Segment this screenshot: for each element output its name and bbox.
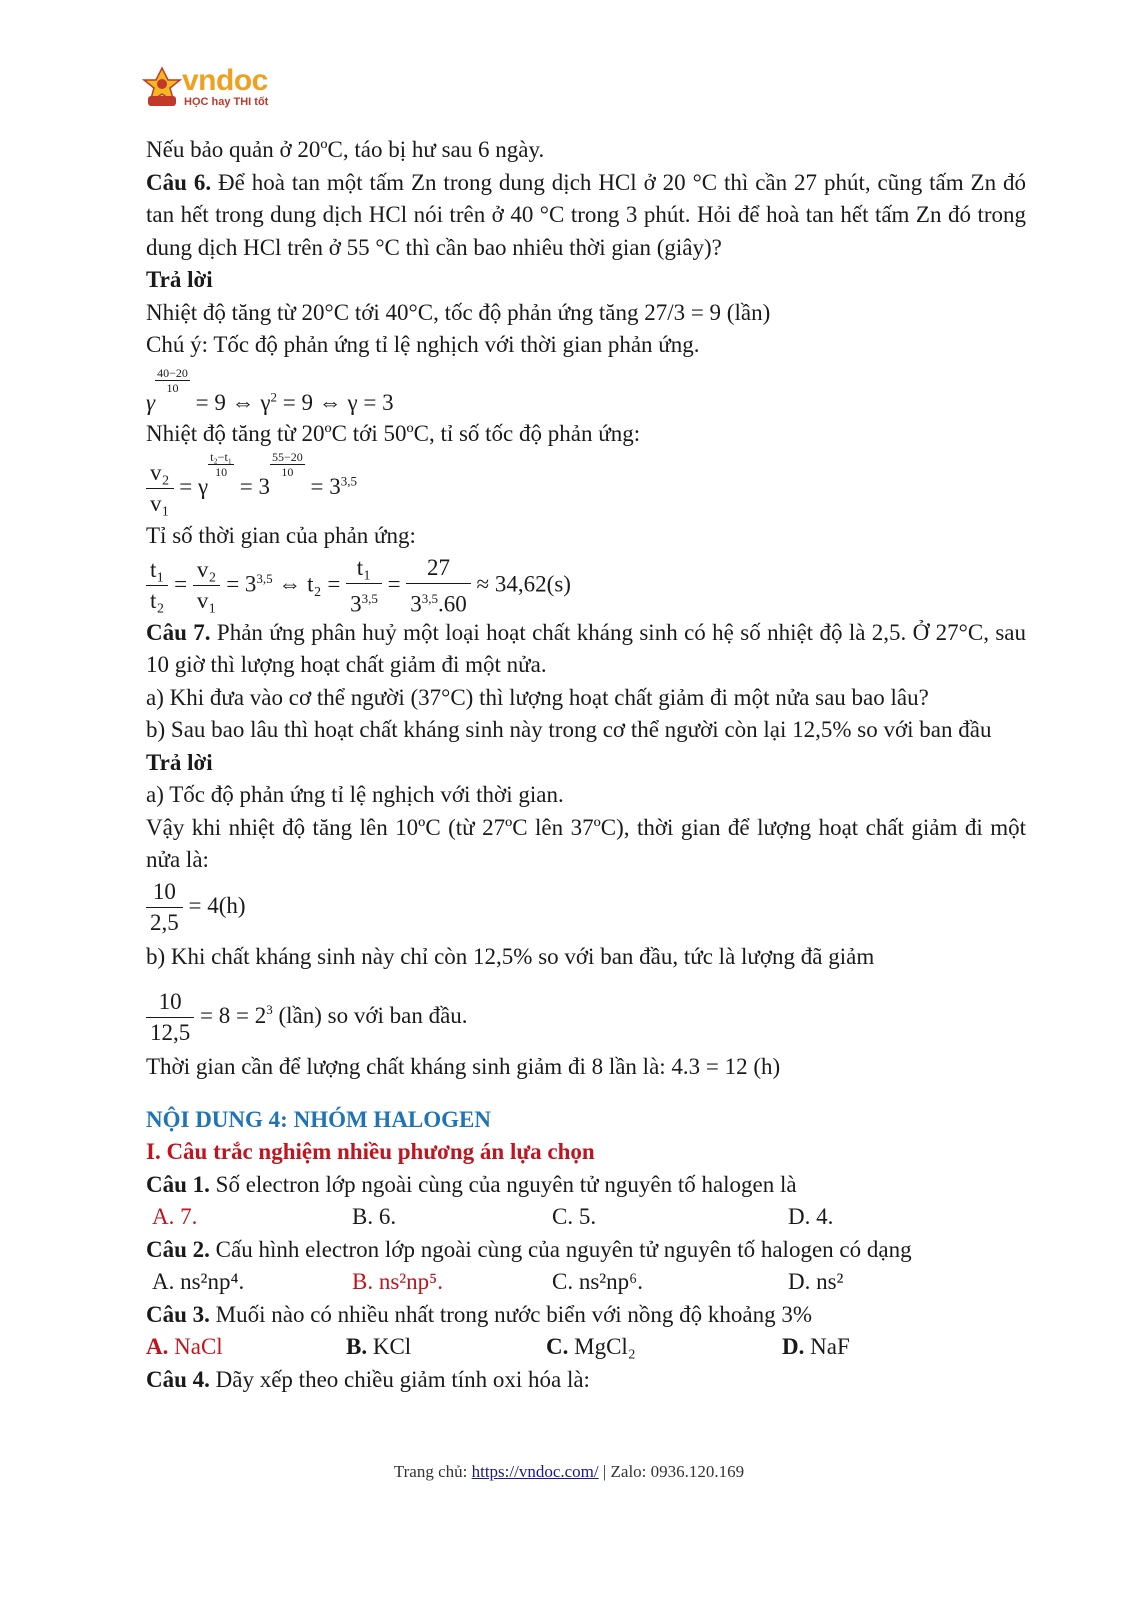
text-line: Nhiệt độ tăng từ 20ºC tới 50ºC, tỉ số tốc độ phản ứng: [146, 420, 641, 446]
footer-contact: | Zalo: 0936.120.169 [598, 1462, 745, 1481]
mc-question-3: Câu 3. Muối nào có nhiều nhất trong nước biển với nồng độ khoảng 3% [146, 1301, 813, 1327]
document-body [146, 134, 1026, 1396]
fraction: $\frac{10}{2,5}$ [146, 877, 183, 938]
mc-question-1: Câu 1. Số electron lớp ngoài cùng của nguyên tử nguyên tố halogen là [146, 1171, 797, 1197]
question-6 [146, 167, 1026, 265]
answer-heading: Trả lời [146, 267, 213, 292]
logo-wordmark: vndoc [182, 64, 268, 97]
option-d[interactable]: D. NaF [782, 1334, 850, 1359]
text-line: b) Khi chất kháng sinh này chỉ còn 12,5% so với ban đầu, tức là lượng đã giảm [146, 943, 875, 969]
equation-rate-ratio: $\frac{\text{v₂}}{\text{v₁}}$ = γ $\frac{\text{t₂−t₁}}{10}$ = 3 $\frac{55-20}{10}$ = $3^{3,5}$ [146, 450, 1026, 520]
mc-options-3 [146, 1331, 1026, 1364]
exponent-fraction: $\frac{\text{t₂−t₁}}{10}$ [210, 450, 232, 479]
fraction: $\frac{\text{v₂}}{\text{v₁}}$ [193, 555, 221, 616]
subsection-title: I. Câu trắc nghiệm nhiều phương án lựa chọn [146, 1139, 595, 1164]
fraction: $\frac{\text{v₂}}{\text{v₁}}$ [146, 458, 174, 519]
homepage-link[interactable]: https://vndoc.com/ [471, 1462, 599, 1481]
equation-gamma: γ $\frac{40-20}{10}$ = 9 ⇔ $\gamma^2 = 9$ ⇔ γ = 3 [146, 365, 394, 415]
option-a[interactable]: A. NaCl [146, 1334, 223, 1359]
footer-prefix: Trang chủ: [393, 1462, 472, 1481]
text-line: Nhiệt độ tăng từ 20°C tới 40°C, tốc độ phản ứng tăng 27/3 = 9 (lần) [146, 299, 771, 325]
text-line: a) Khi đưa vào cơ thể người (37°C) thì lượng hoạt chất giảm đi một nửa sau bao lâu? [146, 684, 929, 710]
text-line: b) Sau bao lâu thì hoạt chất kháng sinh này trong cơ thể người còn lại 12,5% so với ban đầu [146, 717, 992, 742]
equation-half-life: $\frac{10}{2,5}$ = 4(h) [146, 877, 1026, 941]
text-line: Tỉ số thời gian của phản ứng: [146, 523, 416, 548]
answer-heading: Trả lời [146, 749, 213, 775]
vndoc-logo[interactable] [142, 66, 282, 112]
fraction: $\frac{\text{t₁}}{\text{t₂}}$ [146, 555, 168, 616]
text-line: Thời gian cần để lượng chất kháng sinh giảm đi 8 lần là: 4.3 = 12 (h) [146, 1054, 781, 1079]
equation-reduction: $\frac{10}{12,5}$ = $8 = 2^3$ (lần) so với ban đầu. [146, 987, 1026, 1051]
option-c[interactable]: C. MgCl₂ [546, 1334, 636, 1359]
equation-time-ratio: $\frac{\text{t₁}}{\text{t₂}}$ = $\frac{\text{v₂}}{\text{v₁}}$ = $3^{3,5}$ ⇔ t₂ = $\frac{\text{t₁}}{3^{3,5}}$ = $\frac{27}{3^{3,5}.60}$ ≈ 34,62(s) [146, 553, 1026, 617]
option-a[interactable]: A. ns²np⁴. [152, 1269, 245, 1294]
option-d[interactable]: D. 4. [788, 1204, 834, 1229]
logo-emblem-icon [142, 66, 182, 110]
option-d[interactable]: D. ns² [788, 1269, 844, 1294]
option-b[interactable]: B. KCl [346, 1334, 412, 1359]
text-line: a) Tốc độ phản ứng tỉ lệ nghịch với thời gian. [146, 782, 564, 807]
question-label: Câu 7. [146, 619, 211, 645]
text-line: Chú ý: Tốc độ phản ứng tỉ lệ nghịch với thời gian phản ứng. [146, 332, 700, 357]
exponent-fraction: $\frac{55-20}{10}$ [271, 450, 303, 479]
mc-question-2: Câu 2. Cấu hình electron lớp ngoài cùng của nguyên tử nguyên tố halogen có dạng [146, 1236, 912, 1262]
question-text: Để hoà tan một tấm Zn trong dung dịch HCl ở 20 °C thì cần 27 phút, cũng tấm Zn đó tan hết trong dung dịch HCl nói trên ở 40 °C trong 3 phút. Hỏi để hoà tan hết tấm Zn đó trong dung dịch HCl trên ở 55 °C thì cần bao nhiêu thời gian (giây)? [146, 169, 1027, 260]
option-b[interactable]: B. ns²np⁵. [352, 1269, 443, 1294]
text-line: Nếu bảo quản ở 20ºC, táo bị hư sau 6 ngày. [146, 137, 545, 162]
question-7 [146, 617, 1026, 682]
question-text: Phản ứng phân huỷ một loại hoạt chất kháng sinh có hệ số nhiệt độ là 2,5. Ở 27°C, sau 10 giờ thì lượng hoạt chất giảm đi một nửa. [146, 619, 1026, 677]
section-title: NỘI DUNG 4: NHÓM HALOGEN [146, 1106, 491, 1132]
mc-options-2 [146, 1266, 1026, 1299]
question-label: Câu 6. [146, 169, 212, 195]
exponent-fraction: $\frac{40-20}{10}$ [157, 365, 188, 395]
option-a[interactable]: A. 7. [152, 1204, 198, 1229]
option-c[interactable]: C. 5. [552, 1204, 597, 1229]
fraction: $\frac{27}{3^{3,5}.60}$ [406, 553, 471, 620]
page-footer [0, 1462, 1138, 1482]
option-c[interactable]: C. ns²np⁶. [552, 1269, 643, 1294]
text-line: Vậy khi nhiệt độ tăng lên 10ºC (từ 27ºC lên 37ºC), thời gian để lượng hoạt chất giảm đi một nửa là: [146, 814, 1026, 872]
logo-tagline: HỌC hay THI tốt [184, 96, 269, 108]
fraction: $\frac{10}{12,5}$ [146, 987, 194, 1048]
mc-options-1 [146, 1201, 1026, 1234]
mc-question-4: Câu 4. Dãy xếp theo chiều giảm tính oxi hóa là: [146, 1366, 590, 1392]
option-b[interactable]: B. 6. [352, 1204, 397, 1229]
fraction: $\frac{\text{t₁}}{3^{3,5}}$ [346, 553, 382, 620]
